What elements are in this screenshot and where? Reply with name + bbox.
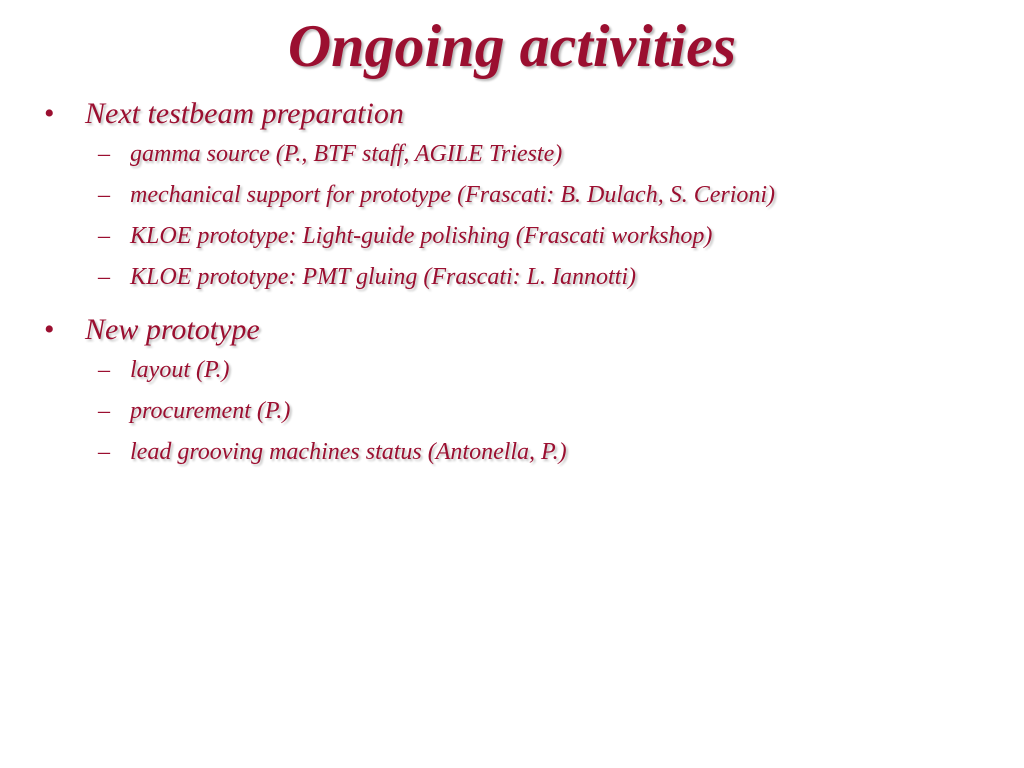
dash-icon: – [98, 357, 110, 383]
sub-item-text: procurement (P.) [130, 398, 291, 424]
sub-item [0, 257, 1024, 298]
dash-icon: – [98, 264, 110, 290]
sub-item [0, 350, 1024, 391]
slide-title: Ongoing activities [287, 13, 737, 79]
sub-item [0, 175, 1024, 216]
dash-icon: – [98, 182, 110, 208]
sub-item-text: KLOE prototype: Light-guide polishing (Frascati workshop) [130, 223, 713, 249]
sub-item-text: gamma source (P., BTF staff, AGILE Trieste) [130, 141, 563, 167]
bullet-text: New prototype [85, 313, 260, 346]
sub-item-text: layout (P.) [130, 357, 230, 383]
slide-body [0, 94, 1024, 473]
bullet-icon: • [44, 97, 55, 130]
section-gap [0, 298, 1024, 310]
sub-item-text: lead grooving machines status (Antonella, P.) [130, 439, 567, 465]
sub-item [0, 432, 1024, 473]
section-new-prototype [0, 310, 1024, 473]
bullet-text: Next testbeam preparation [85, 97, 404, 130]
dash-icon: – [98, 141, 110, 167]
section-testbeam [0, 94, 1024, 298]
bullet-item [0, 310, 1024, 350]
bullet-icon: • [44, 313, 55, 346]
dash-icon: – [98, 398, 110, 424]
sub-item-text: mechanical support for prototype (Frascati: B. Dulach, S. Cerioni) [130, 182, 776, 208]
dash-icon: – [98, 439, 110, 465]
sub-item-text: KLOE prototype: PMT gluing (Frascati: L. Iannotti) [130, 264, 636, 290]
sub-item [0, 216, 1024, 257]
bullet-item [0, 94, 1024, 134]
sub-item [0, 391, 1024, 432]
sub-item [0, 134, 1024, 175]
dash-icon: – [98, 223, 110, 249]
